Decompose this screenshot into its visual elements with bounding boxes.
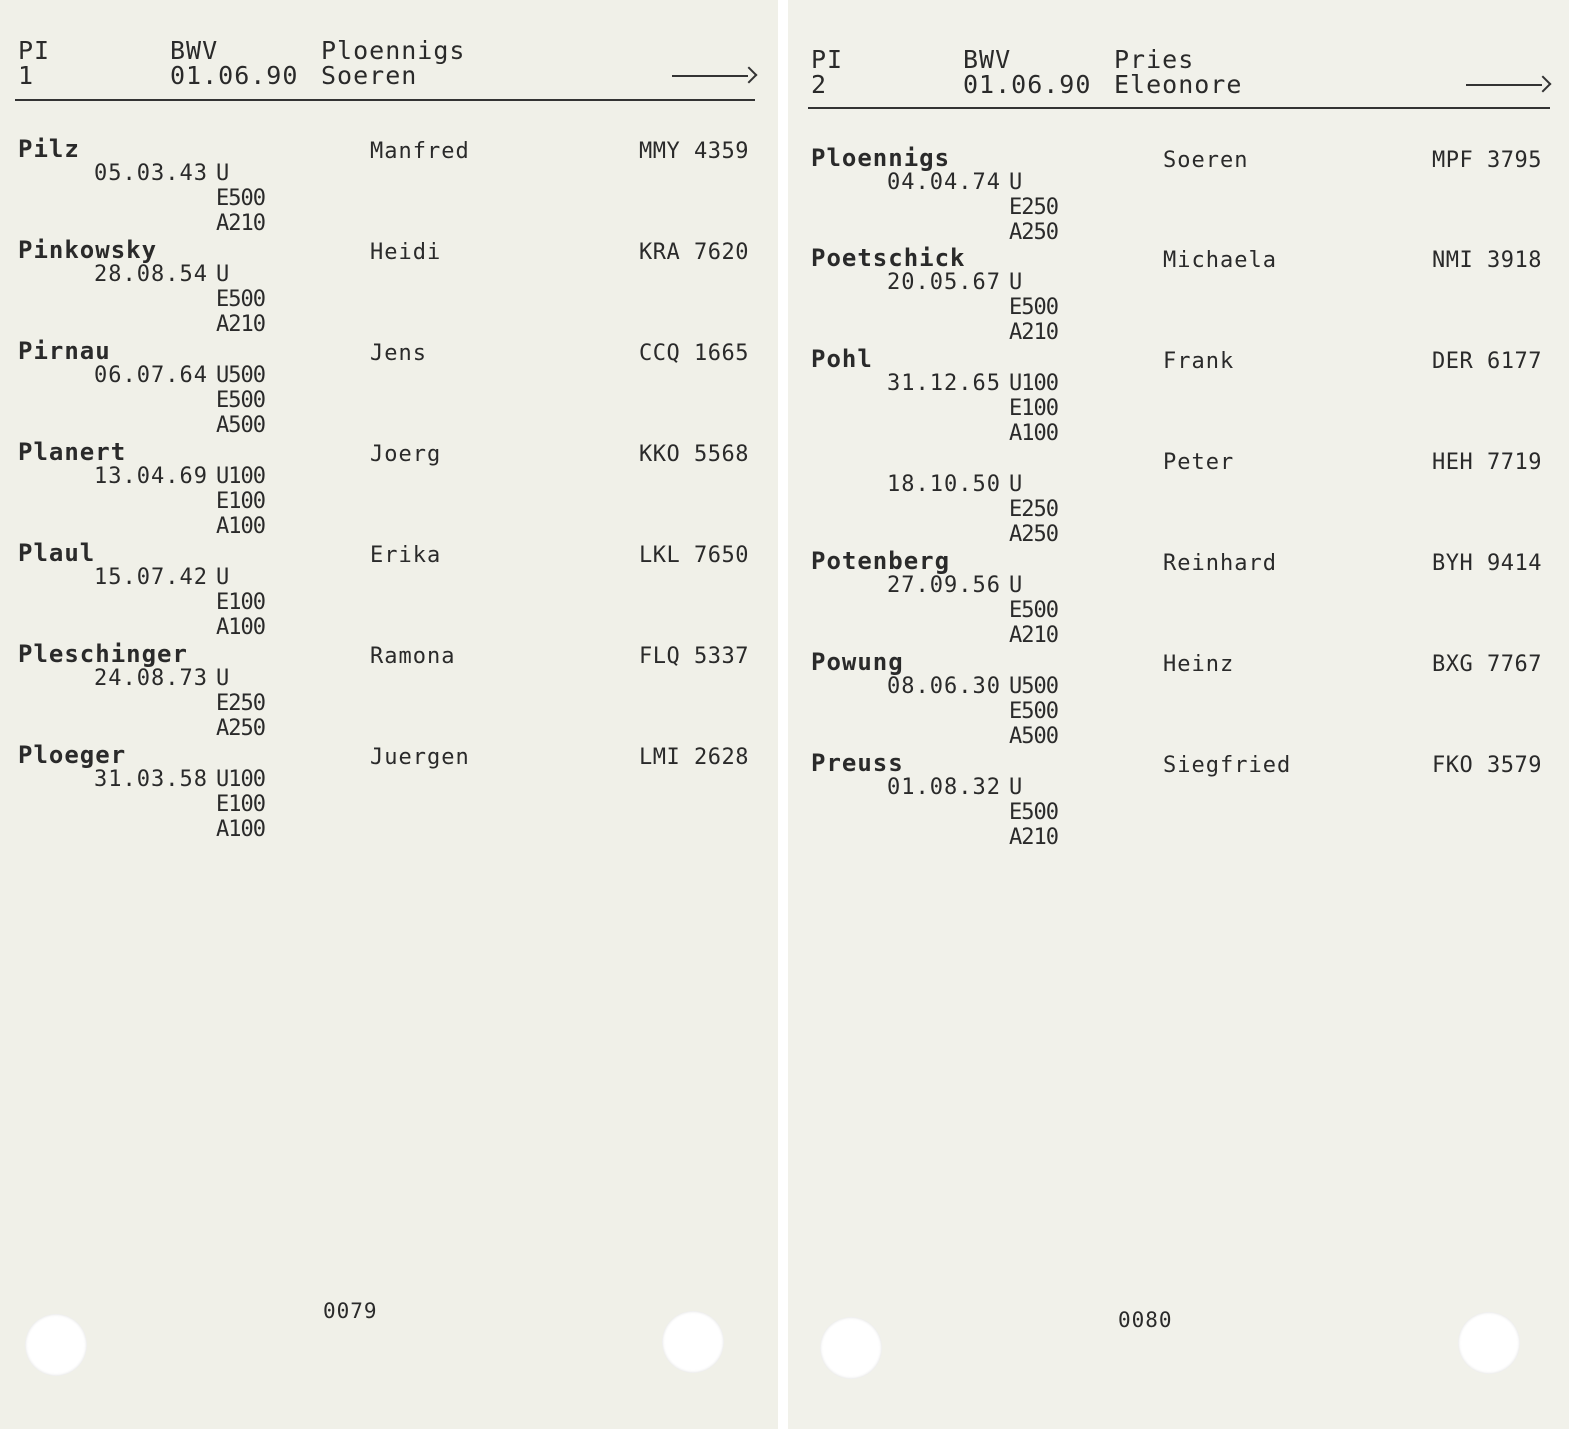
list-item [811,750,1551,851]
entry-firstname: Siegfried [1163,753,1292,778]
entry-line3: A210 [1009,320,1058,345]
entry-line3: A100 [216,817,265,842]
entry-date: 05.03.43 [94,161,208,186]
entry-surname: Pohl [811,345,873,373]
list-item [18,439,758,540]
list-item [811,548,1551,649]
list-item [811,245,1551,346]
entry-line1: U500 [1009,674,1058,699]
entry-line1: U100 [1009,371,1058,396]
list-item [18,338,758,439]
entry-line2: E100 [1009,396,1058,421]
entry-firstname: Heidi [370,240,442,265]
list-item [811,346,1551,447]
entry-surname: Planert [18,438,127,466]
entry-date: 06.07.64 [94,363,208,388]
entry-surname: Pilz [18,135,80,163]
card-owner-firstname: Soeren [321,61,418,90]
entry-line2: E250 [216,691,265,716]
entry-line2: E100 [216,489,265,514]
list-item [811,145,1551,246]
list-item [18,237,758,338]
entry-line2: E500 [216,388,265,413]
entry-surname: Pleschinger [18,640,188,668]
entry-line2: E250 [1009,195,1058,220]
entry-surname: Plaul [18,539,96,567]
punch-hole [820,1317,882,1379]
entry-firstname: Juergen [370,745,470,770]
page-number: 0080 [1118,1308,1173,1332]
list-item [18,136,758,237]
entry-surname: Pinkowsky [18,236,158,264]
entry-line1: U [216,262,229,287]
entry-firstname: Frank [1163,349,1235,374]
entry-line2: E250 [1009,497,1058,522]
entry-line1: U [216,565,229,590]
entry-line1: U500 [216,363,265,388]
entry-line3: A250 [1009,522,1058,547]
entry-line2: E500 [216,186,265,211]
entry-line2: E500 [1009,598,1058,623]
list-item [811,447,1551,548]
entry-line3: A250 [216,716,265,741]
entry-line2: E500 [1009,800,1058,825]
entry-line1: U [1009,573,1022,598]
card-number: 2 [811,70,828,99]
right-arrow-icon [672,66,756,86]
card-number: 1 [18,61,35,90]
entry-firstname: Ramona [370,644,456,669]
entry-surname: Pirnau [18,337,111,365]
entry-firstname: Erika [370,543,442,568]
index-card-left [0,0,778,1429]
entry-surname: Preuss [811,749,904,777]
header-divider [808,107,1550,109]
entry-line1: U [216,666,229,691]
list-item [18,641,758,742]
entry-firstname: Joerg [370,442,442,467]
card-code: PI [18,36,51,65]
entry-line1: U [216,161,229,186]
header-divider [15,99,755,101]
entry-line2: E100 [216,590,265,615]
index-card-right [788,0,1569,1429]
list-item [18,540,758,641]
entry-surname: Poetschick [811,244,966,272]
page-number: 0079 [323,1299,378,1323]
entry-code: MMY 4359 [639,139,749,164]
entry-date: 27.09.56 [887,573,1001,598]
entry-line3: A210 [1009,623,1058,648]
entry-date: 31.12.65 [887,371,1001,396]
entry-date: 13.04.69 [94,464,208,489]
card-org: BWV [170,36,219,65]
entry-code: LMI 2628 [639,745,749,770]
entry-firstname: Heinz [1163,652,1235,677]
entry-firstname: Jens [370,341,427,366]
card-owner-firstname: Eleonore [1114,70,1243,99]
entry-code: BYH 9414 [1432,551,1542,576]
entry-line2: E500 [1009,295,1058,320]
entry-date: 01.08.32 [887,775,1001,800]
entry-line1: U [1009,775,1022,800]
entry-firstname: Reinhard [1163,551,1277,576]
card-org: BWV [963,45,1012,74]
entry-line1: U [1009,270,1022,295]
entry-line2: E500 [216,287,265,312]
entry-code: BXG 7767 [1432,652,1542,677]
entry-code: FKO 3579 [1432,753,1542,778]
punch-hole [662,1311,724,1373]
entry-code: NMI 3918 [1432,248,1542,273]
entry-line2: E500 [1009,699,1058,724]
card-date: 01.06.90 [170,61,299,90]
entry-date: 31.03.58 [94,767,208,792]
card-code: PI [811,45,844,74]
card-owner-surname: Pries [1114,45,1195,74]
entry-line1: U100 [216,464,265,489]
punch-hole [25,1314,87,1376]
entry-date: 04.04.74 [887,170,1001,195]
entry-line1: U100 [216,767,265,792]
entry-date: 08.06.30 [887,674,1001,699]
entry-line3: A210 [216,211,265,236]
entry-date: 28.08.54 [94,262,208,287]
entry-firstname: Soeren [1163,148,1249,173]
entry-line3: A250 [1009,220,1058,245]
entry-line3: A500 [216,413,265,438]
entry-surname: Powung [811,648,904,676]
entry-code: FLQ 5337 [639,644,749,669]
entry-surname: Ploennigs [811,144,951,172]
entry-line3: A100 [216,514,265,539]
list-item [18,742,758,843]
entry-date: 18.10.50 [887,472,1001,497]
entry-surname: Ploeger [18,741,127,769]
entry-line3: A210 [216,312,265,337]
entry-date: 15.07.42 [94,565,208,590]
entry-firstname: Manfred [370,139,470,164]
entry-line1: U [1009,170,1022,195]
card-owner-surname: Ploennigs [321,36,466,65]
entry-date: 20.05.67 [887,270,1001,295]
entry-firstname: Michaela [1163,248,1277,273]
entry-code: KRA 7620 [639,240,749,265]
entry-code: KKO 5568 [639,442,749,467]
entry-line3: A500 [1009,724,1058,749]
card-date: 01.06.90 [963,70,1092,99]
entry-firstname: Peter [1163,450,1235,475]
entry-code: HEH 7719 [1432,450,1542,475]
entry-line2: E100 [216,792,265,817]
right-arrow-icon [1466,75,1550,95]
entry-code: MPF 3795 [1432,148,1542,173]
entry-code: DER 6177 [1432,349,1542,374]
list-item [811,649,1551,750]
entry-code: CCQ 1665 [639,341,749,366]
punch-hole [1458,1312,1520,1374]
entry-line1: U [1009,472,1022,497]
entry-line3: A100 [1009,421,1058,446]
entry-code: LKL 7650 [639,543,749,568]
entry-date: 24.08.73 [94,666,208,691]
entry-surname: Potenberg [811,547,951,575]
entry-line3: A100 [216,615,265,640]
entry-line3: A210 [1009,825,1058,850]
